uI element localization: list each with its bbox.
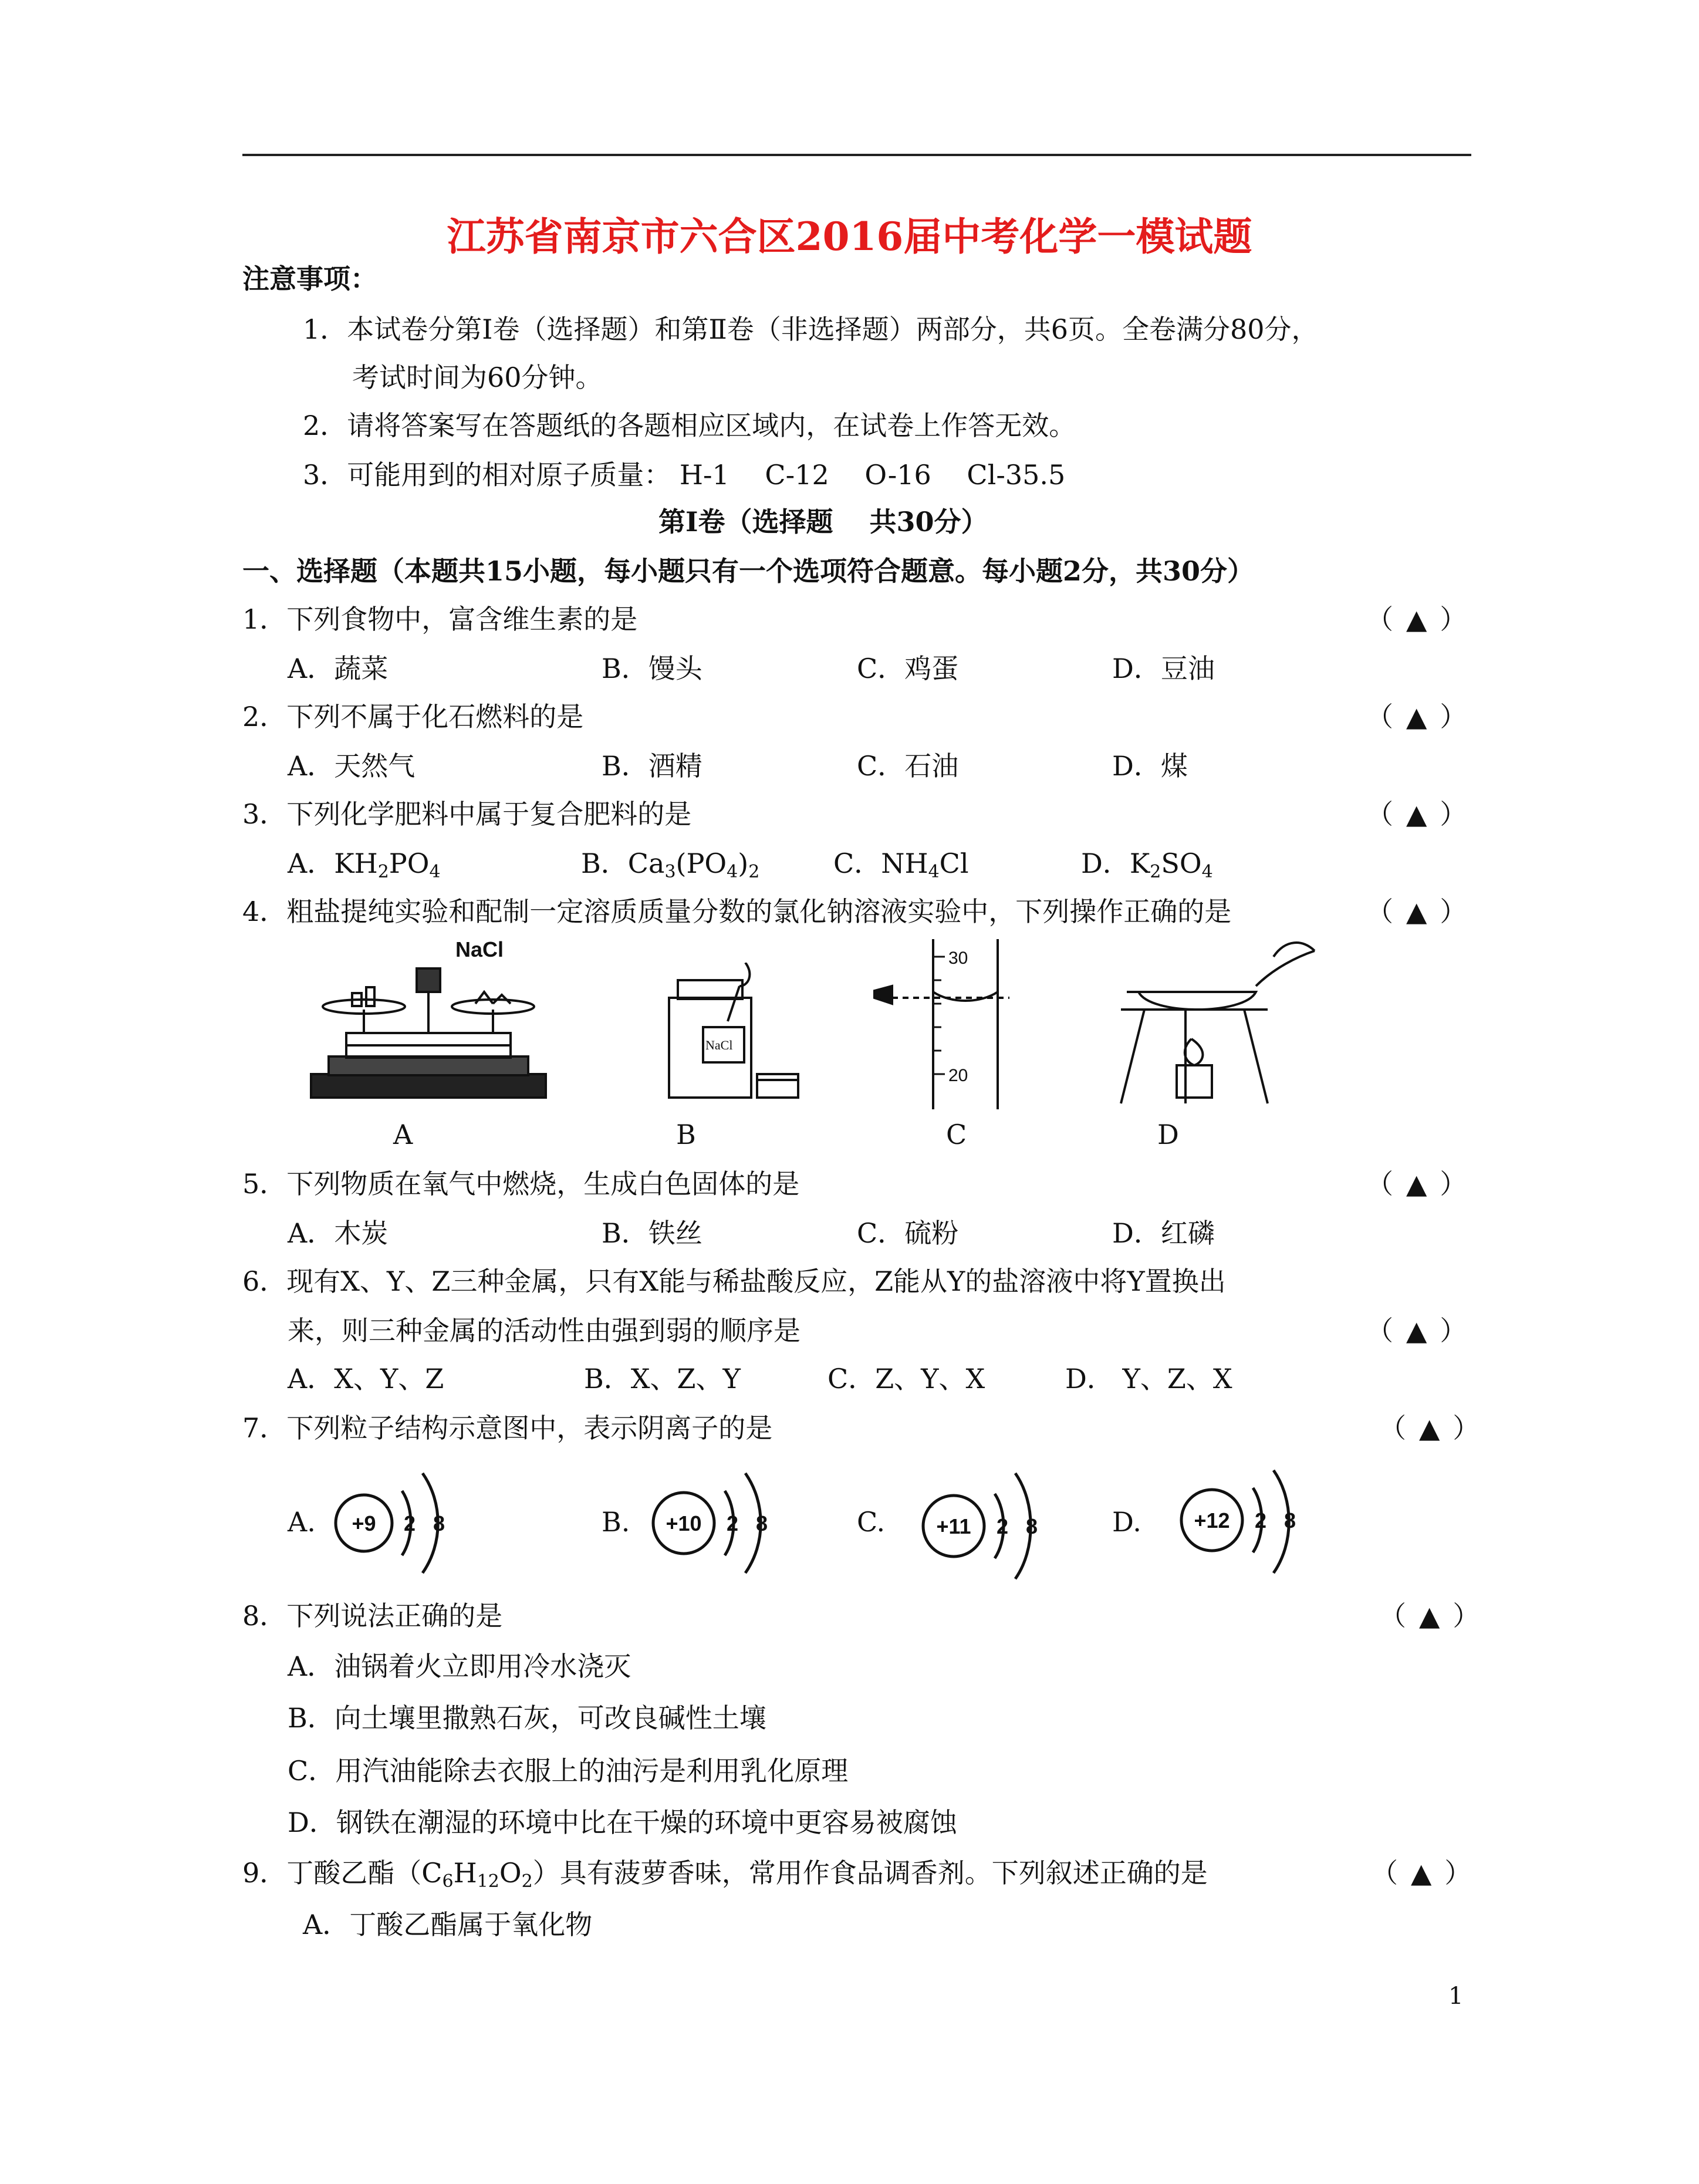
q4-fig-c-label: C [946, 1119, 967, 1150]
q7-option-b: B. [602, 1506, 630, 1538]
section1-heading: 一、选择题（本题共15小题，每小题只有一个选项符合题意。每小题2分，共30分） [242, 555, 1255, 587]
q5-option-c: C．硫粉 [857, 1217, 959, 1249]
q5-option-d: D．红磷 [1112, 1217, 1215, 1249]
notice-heading: 注意事项： [242, 263, 377, 295]
q6-stem-line2: 来，则三种金属的活动性由强到弱的顺序是 [288, 1315, 800, 1346]
q3-stem: 3．下列化学肥料中属于复合肥料的是 [242, 798, 692, 830]
cylinder-mark-30: 30 [948, 948, 968, 968]
q3-answer-blank: （ ▲ ） [1366, 798, 1467, 830]
q4-fig-d-label: D [1157, 1119, 1179, 1150]
q1-stem: 1．下列食物中，富含维生素的是 [242, 603, 638, 635]
q6-stem-line1: 6．现有X、Y、Z三种金属，只有X能与稀盐酸反应，Z能从Y的盐溶液中将Y置换出 [242, 1265, 1226, 1297]
nucleus-charge-c: +11 [936, 1514, 971, 1538]
part1-heading: 第Ⅰ卷（选择题 共30分） [658, 506, 988, 538]
q1-option-d: D．豆油 [1112, 653, 1215, 684]
atom-diagram-d [1174, 1456, 1320, 1591]
shell-electrons-b-1: 2 [726, 1511, 739, 1535]
notice-item-1-cont: 考试时间为60分钟。 [352, 362, 603, 393]
balance-illustration [305, 939, 552, 1109]
nucleus-charge-d: +12 [1194, 1508, 1230, 1532]
nucleus-charge-b: +10 [666, 1511, 702, 1535]
q8-option-d: D．钢铁在潮湿的环境中比在干燥的环境中更容易被腐蚀 [288, 1807, 957, 1838]
shell-electrons-c-1: 2 [996, 1514, 1009, 1538]
cylinder-mark-20: 20 [948, 1066, 968, 1085]
page-title: 江苏省南京市六合区2016届中考化学一模试题 [447, 214, 1252, 259]
q5-option-a: A．木炭 [288, 1217, 389, 1249]
q5-stem: 5．下列物质在氧气中燃烧，生成白色固体的是 [242, 1168, 800, 1200]
q6-option-b: B．X、Z、Y [584, 1363, 741, 1395]
q6-option-a: A．X、Y、Z [288, 1363, 444, 1395]
q6-option-c: C．Z、Y、X [827, 1363, 985, 1395]
q3-option-c: C．$NH_4Cl$ [833, 848, 969, 882]
evaporating-dish-illustration [1103, 933, 1326, 1109]
q1-option-c: C．鸡蛋 [857, 653, 959, 684]
q2-option-a: A．天然气 [288, 750, 416, 782]
q8-option-a: A．油锅着火立即用冷水浇灭 [288, 1650, 631, 1682]
q8-option-b: B．向土壤里撒熟石灰，可改良碱性土壤 [288, 1702, 766, 1734]
q4-fig-a-label: A [393, 1119, 413, 1150]
page-number: 1 [1448, 1983, 1464, 2010]
atom-diagram-b [646, 1456, 792, 1591]
q5-answer-blank: （ ▲ ） [1366, 1168, 1467, 1200]
q5-option-b: B．铁丝 [602, 1217, 702, 1249]
reagent-jar-illustration [651, 963, 804, 1103]
nucleus-charge-a: +9 [352, 1511, 376, 1535]
q9-stem: 9．丁酸乙酯$(C_6H_{12}O_2)$具有菠萝香味，常用作食品调香剂。下列叙述正确的是 [242, 1857, 1208, 1892]
q7-option-d: D. [1112, 1506, 1141, 1538]
q2-stem: 2．下列不属于化石燃料的是 [242, 701, 584, 732]
q6-answer-blank: （ ▲ ） [1366, 1315, 1467, 1346]
q1-option-a: A．蔬菜 [288, 653, 389, 684]
q4-stem: 4．粗盐提纯实验和配制一定溶质质量分数的氯化钠溶液实验中，下列操作正确的是 [242, 896, 1232, 927]
q1-answer-blank: （ ▲ ） [1366, 603, 1467, 635]
notice-item-2: 2．请将答案写在答题纸的各题相应区域内，在试卷上作答无效。 [303, 410, 1076, 441]
q1-option-b: B．馒头 [602, 653, 702, 684]
q6-option-d: D． Y、Z、X [1065, 1363, 1232, 1395]
q4-fig-b-label: B [676, 1119, 696, 1150]
notice-item-3: 3．可能用到的相对原子质量： H-1 C-12 O-16 Cl-35.5 [303, 459, 1066, 491]
q7-option-c: C. [857, 1506, 886, 1538]
q9-option-a: A．丁酸乙酯属于氧化物 [303, 1909, 593, 1940]
shell-electrons-c-2: 8 [1025, 1514, 1038, 1538]
q2-answer-blank: （ ▲ ） [1366, 701, 1467, 732]
jar-label-nacl: NaCl [705, 1038, 733, 1052]
q7-option-a: A. [288, 1506, 316, 1538]
q8-option-c: C．用汽油能除去衣服上的油污是利用乳化原理 [288, 1755, 849, 1787]
q3-option-d: D．$K_2SO_4$ [1081, 848, 1213, 882]
q7-answer-blank: （ ▲ ） [1379, 1412, 1480, 1444]
notice-item-1: 1．本试卷分第Ⅰ卷（选择题）和第Ⅱ卷（非选择题）两部分，共6页。全卷满分80分， [303, 313, 1319, 345]
atom-diagram-a [329, 1456, 469, 1591]
header-rule [242, 154, 1471, 156]
shell-electrons-b-2: 8 [755, 1511, 768, 1535]
q8-answer-blank: （ ▲ ） [1379, 1600, 1480, 1632]
shell-electrons-a-2: 8 [433, 1511, 445, 1535]
q2-option-d: D．煤 [1112, 750, 1188, 782]
q3-option-b: B．$Ca_3(PO_4)_2$ [581, 848, 760, 882]
q2-option-b: B．酒精 [602, 750, 702, 782]
q7-stem: 7．下列粒子结构示意图中，表示阴离子的是 [242, 1412, 773, 1444]
q4-answer-blank: （ ▲ ） [1366, 896, 1467, 927]
balance-label-nacl: NaCl [455, 939, 504, 961]
graduated-cylinder-illustration [869, 939, 1021, 1109]
shell-electrons-d-1: 2 [1254, 1508, 1267, 1532]
shell-electrons-d-2: 8 [1283, 1508, 1296, 1532]
q2-option-c: C．石油 [857, 750, 959, 782]
q9-answer-blank: （ ▲ ） [1371, 1857, 1472, 1889]
shell-electrons-a-1: 2 [403, 1511, 416, 1535]
atom-diagram-c [916, 1456, 1062, 1591]
q3-option-a: A．$KH_2PO_4$ [288, 848, 441, 882]
q8-stem: 8．下列说法正确的是 [242, 1600, 503, 1632]
